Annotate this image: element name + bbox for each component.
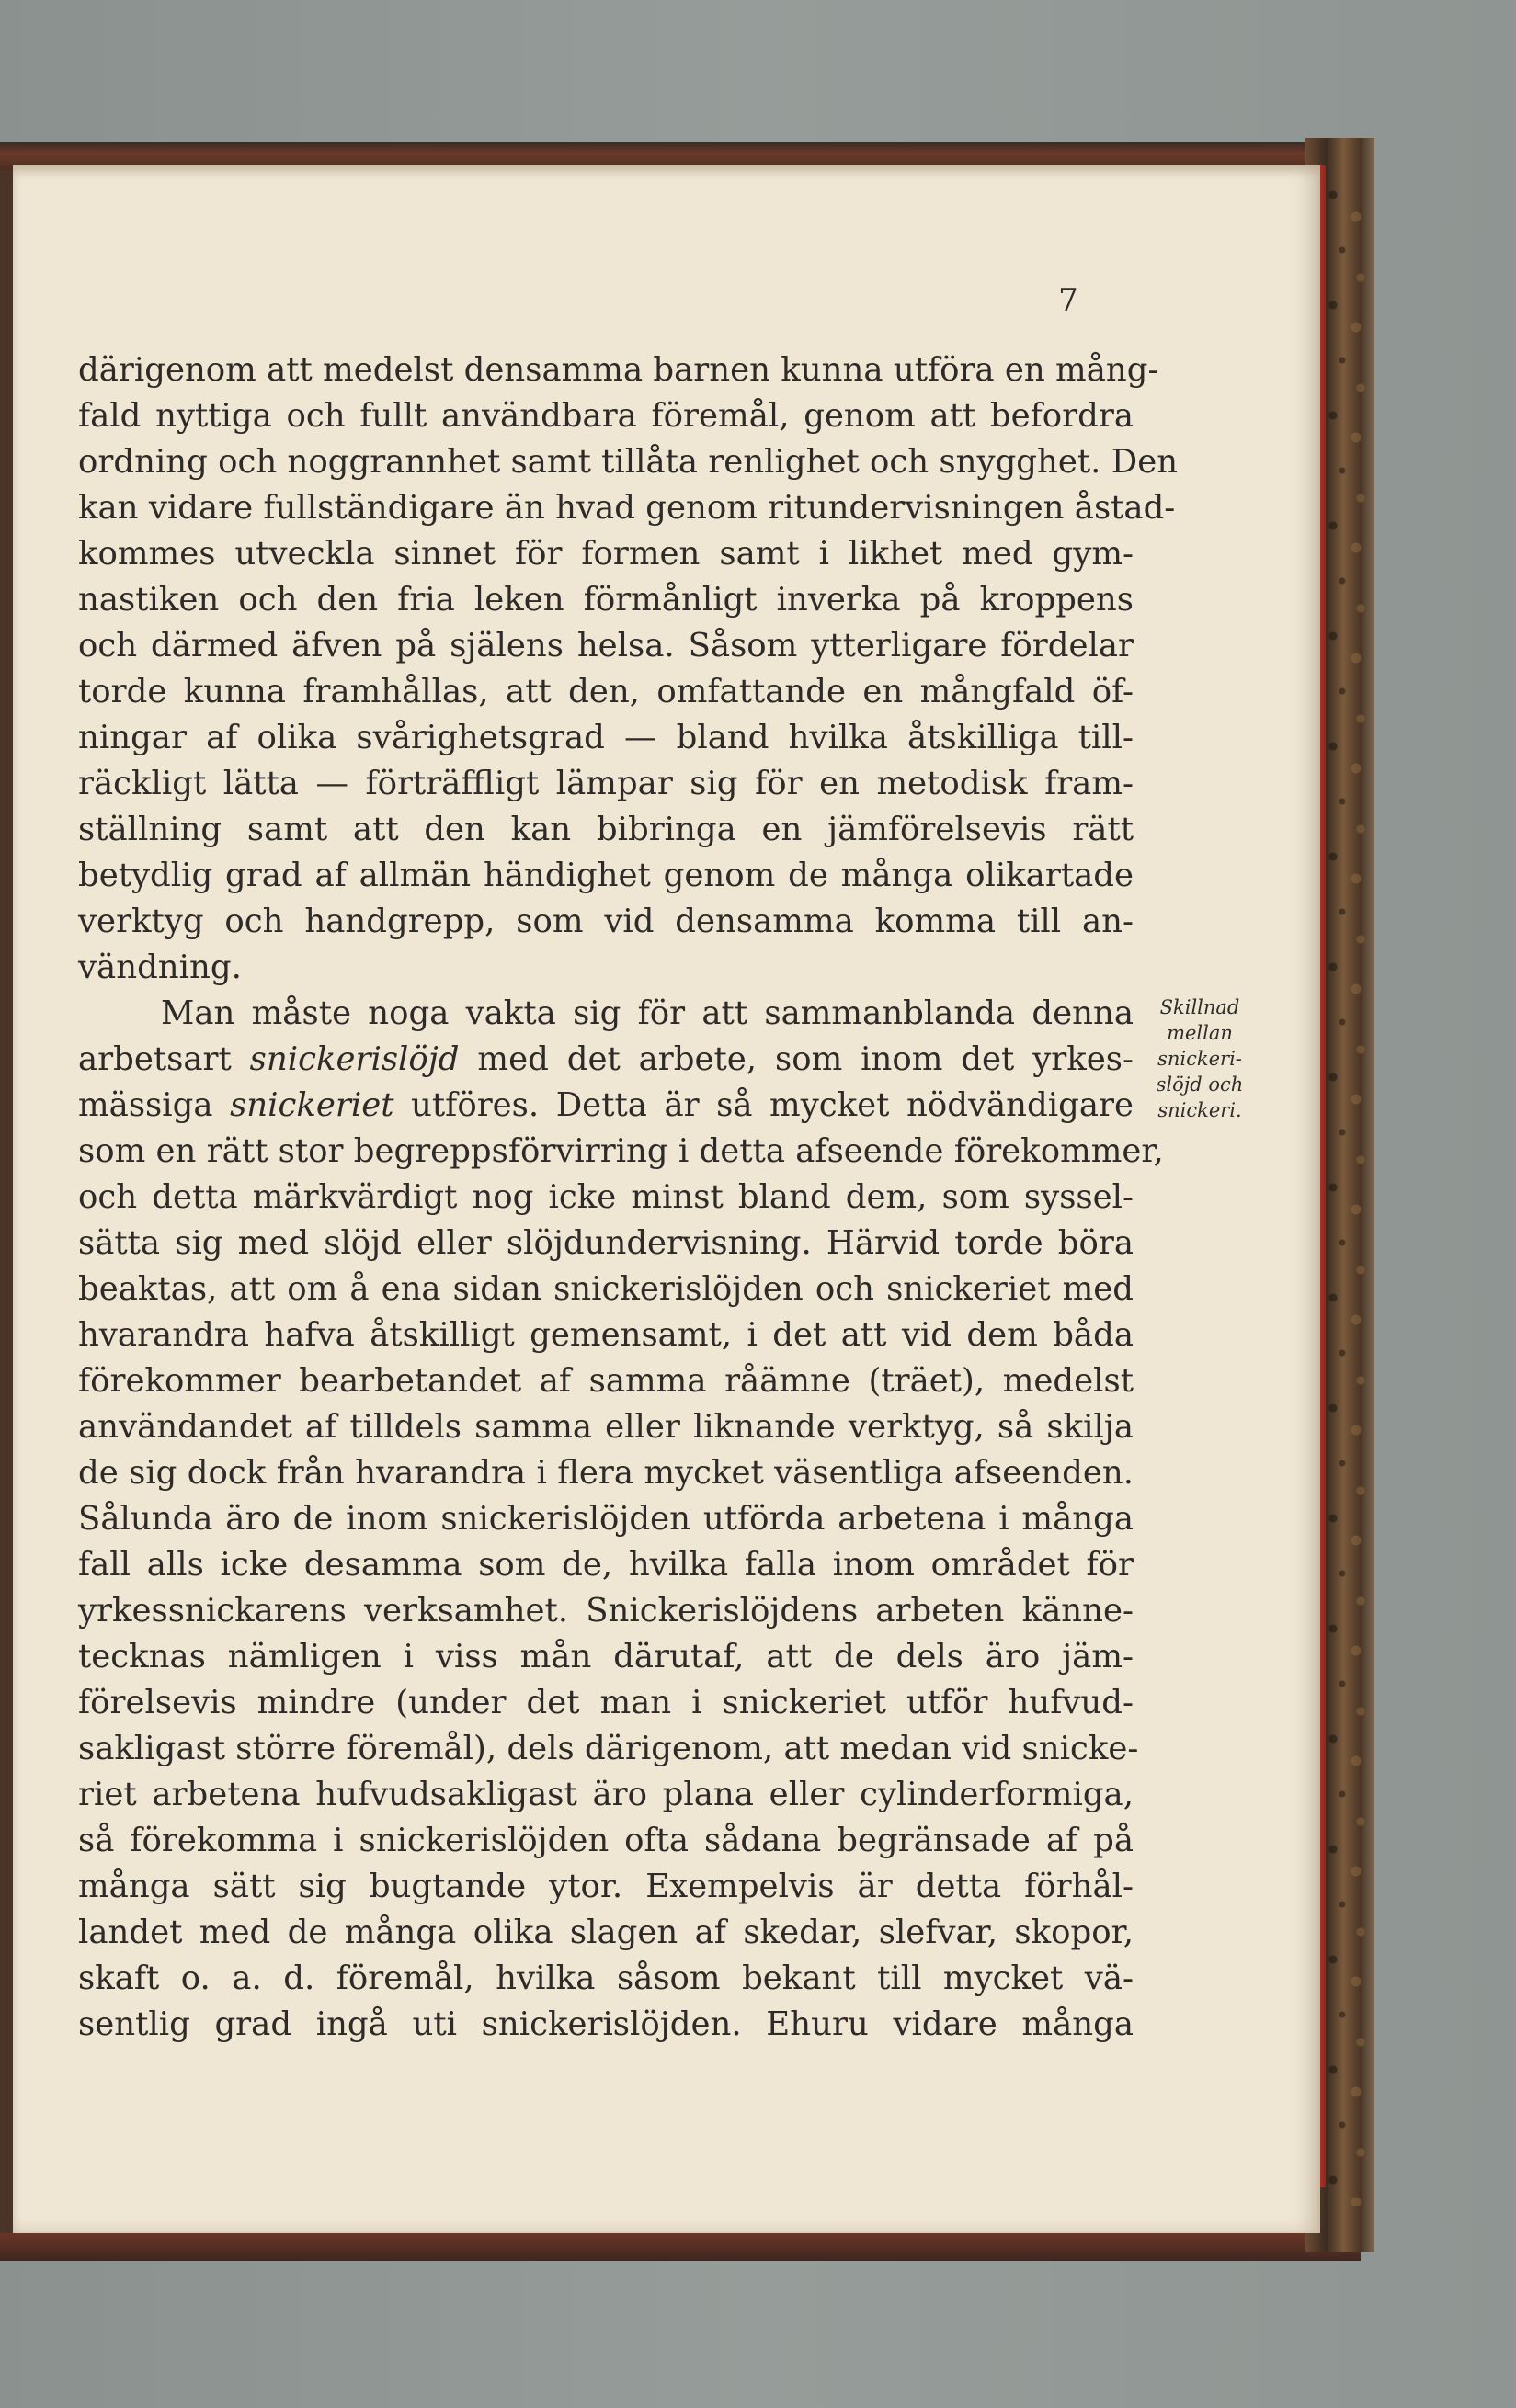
margin-note-line: snickeri. (1157, 1099, 1242, 1121)
text-line: arbetsart snickerislöjd med det arbete, som inom det yrkes- (78, 1040, 1134, 1078)
text-line: Sålunda äro de inom snickerislöjden utförda arbetena i många (78, 1500, 1134, 1538)
emphasized-term: snickeriet (230, 1086, 394, 1124)
text-line: riet arbetena hufvudsakligast äro plana eller cylinderformiga, (78, 1776, 1134, 1813)
text-line: kan vidare fullständigare än hvad genom ritundervisningen åstad- (78, 489, 1176, 527)
paragraph-start-line: Man måste noga vakta sig för att sammanblanda denna (161, 994, 1134, 1032)
text-line: därigenom att medelst densamma barnen kunna utföra en mång- (78, 351, 1159, 389)
text-line: räckligt lätta — förträffligt lämpar sig för en metodisk fram- (78, 765, 1134, 802)
text-line: vändning. (78, 948, 242, 986)
text-line: ställning samt att den kan bibringa en jämförelsevis rätt (78, 811, 1134, 848)
emphasized-term: snickerislöjd (249, 1040, 460, 1078)
text-line: verktyg och handgrepp, som vid densamma komma till an- (78, 903, 1134, 940)
text-line: sakligast större föremål), dels därigenom, att medan vid snicke- (78, 1730, 1139, 1767)
text-line: kommes utveckla sinnet för formen samt i likhet med gym- (78, 535, 1134, 573)
spine-marbling (1324, 184, 1370, 2206)
page-number: 7 (1058, 282, 1078, 319)
text-line: förelsevis mindre (under det man i snickeriet utför hufvud- (78, 1684, 1134, 1721)
text-line: användandet af tilldels samma eller liknande verktyg, så skilja (78, 1408, 1134, 1446)
text-line: fald nyttiga och fullt användbara föremål, genom att befordra (78, 397, 1134, 435)
margin-note-line: slöjd och (1156, 1073, 1244, 1096)
text-line: landet med de många olika slagen af skedar, slefvar, skopor, (78, 1914, 1134, 1951)
book-cover-left-edge (0, 156, 13, 2252)
text-line: torde kunna framhållas, att den, omfattande en mångfald öf- (78, 673, 1134, 710)
text-line: så förekomma i snickerislöjden ofta sådana begränsade af på (78, 1822, 1134, 1859)
text-line: tecknas nämligen i viss mån därutaf, att de dels äro jäm- (78, 1638, 1134, 1675)
margin-note-line: mellan (1167, 1022, 1233, 1044)
text-line: hvarandra hafva åtskilligt gemensamt, i det att vid dem båda (78, 1316, 1134, 1354)
text-line: yrkessnickarens verksamhet. Snickerislöjdens arbeten känne- (78, 1592, 1134, 1630)
text-line: förekommer bearbetandet af samma råämne (träet), medelst (78, 1362, 1134, 1400)
text-line: skaft o. a. d. föremål, hvilka såsom bekant till mycket vä- (78, 1959, 1134, 1997)
text-line: ordning och noggrannhet samt tillåta renlighet och snygghet. Den (78, 443, 1179, 481)
text-line: de sig dock från hvarandra i flera mycket väsentliga afseenden. (78, 1454, 1134, 1492)
text-line: och därmed äfven på själens helsa. Såsom ytterligare fördelar (78, 627, 1134, 664)
text-line: betydlig grad af allmän händighet genom de många olikartade (78, 857, 1134, 894)
text-line: beaktas, att om å ena sidan snickerislöjden och snickeriet med (78, 1270, 1134, 1308)
text-line: nastiken och den fria leken förmånligt inverka på kroppens (78, 581, 1134, 619)
text-line: fall alls icke desamma som de, hvilka falla inom området för (78, 1546, 1134, 1584)
margin-note-line: snickeri- (1157, 1048, 1242, 1070)
margin-note-line: Skillnad (1159, 996, 1240, 1018)
text-line: sentlig grad ingå uti snickerislöjden. Ehuru vidare många (78, 2005, 1134, 2043)
text-line: ningar af olika svårighetsgrad — bland hvilka åtskilliga till- (78, 719, 1134, 756)
text-line: många sätt sig bugtande ytor. Exempelvis är detta förhål- (78, 1868, 1134, 1905)
text-line: och detta märkvärdigt nog icke minst bland dem, som syssel- (78, 1178, 1134, 1216)
book-cover-bottom-edge (0, 2233, 1361, 2261)
text-line: sätta sig med slöjd eller slöjdundervisning. Härvid torde böra (78, 1224, 1134, 1262)
text-line: mässiga snickeriet utföres. Detta är så mycket nödvändigare (78, 1086, 1134, 1124)
text-line: som en rätt stor begreppsförvirring i detta afseende förekommer, (78, 1132, 1164, 1170)
